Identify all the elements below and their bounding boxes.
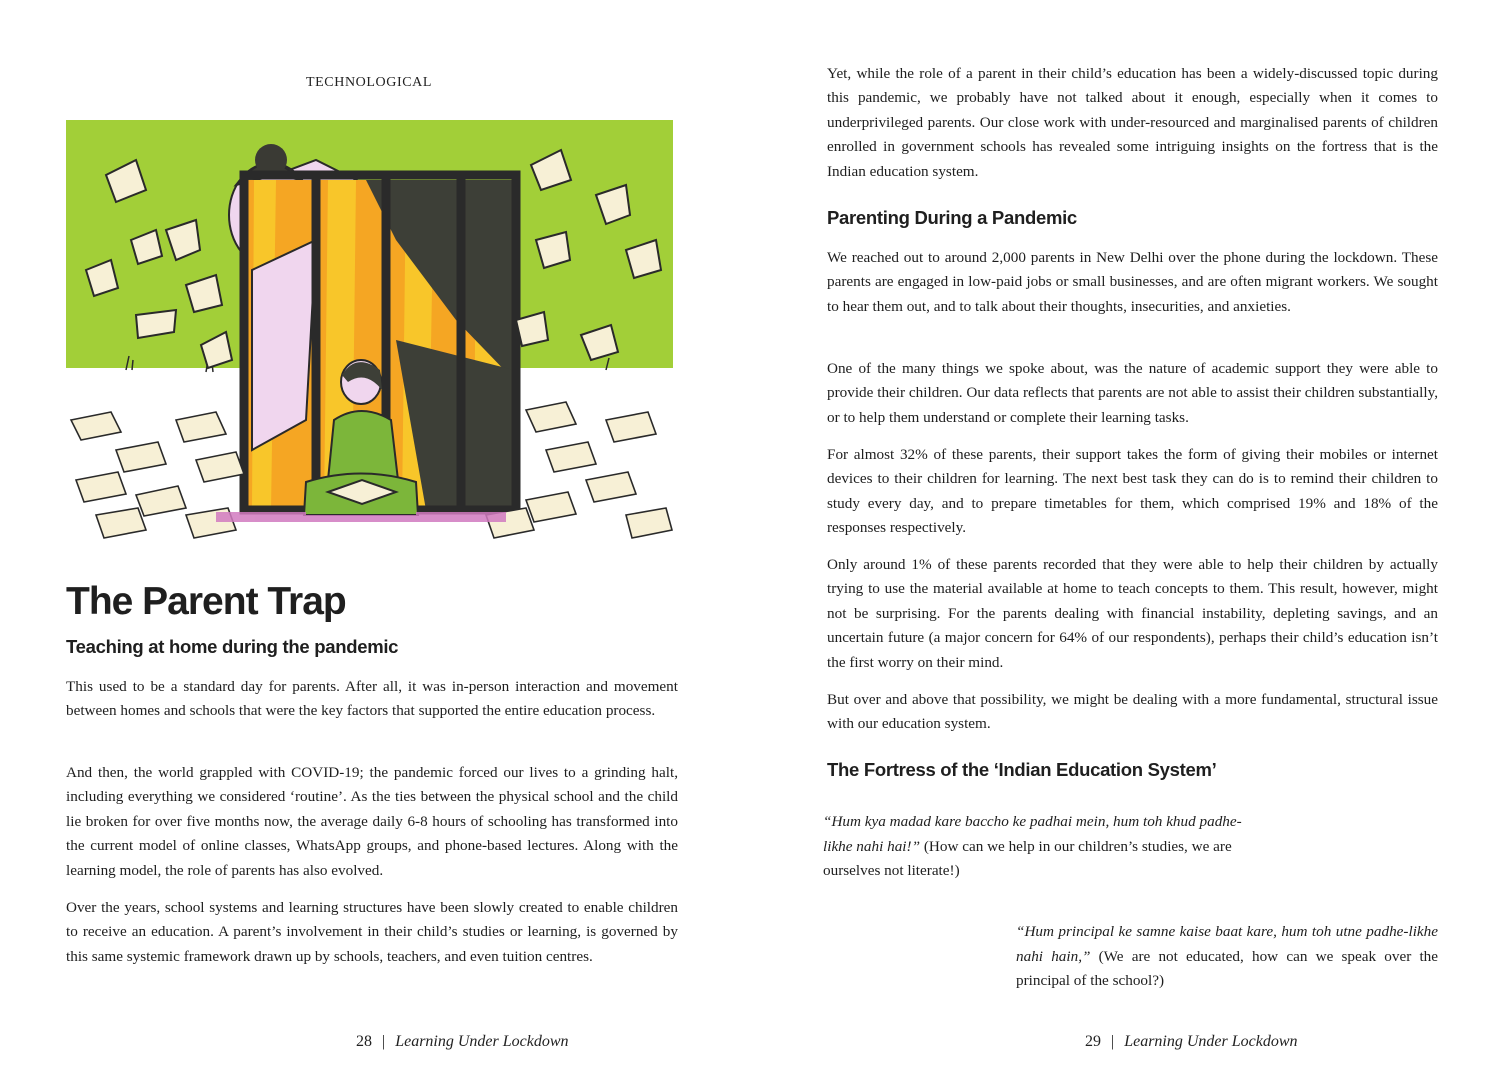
paragraph: Over the years, school systems and learning structures have been slowly created to enable children to receive an education. A parent’s involvement in their child’s studies or learning, is governed by this same systemic framework drawn up by schools, teachers, and even tuition centres. — [66, 899, 678, 965]
parent-child-cage-illustration — [66, 120, 673, 542]
page-number: 29 — [1085, 1033, 1101, 1050]
section-label: TECHNOLOGICAL — [306, 75, 433, 90]
footer-separator: | — [1111, 1033, 1115, 1050]
quote-hindi: “Hum kya madad kare baccho ke padhai mein, hum toh khud padhe-likhe nahi hai!” — [823, 813, 1242, 855]
quote-hindi: “Hum principal ke samne kaise baat kare, hum toh utne padhe-likhe nahi hain,” — [1016, 923, 1438, 965]
section-heading: The Fortress of the ‘Indian Education System’ — [827, 759, 1217, 780]
paragraph: One of the many things we spoke about, was the nature of academic support they were able to provide their children. Our data reflects that parents are not able to assist their children substantially, or to help them understand or complete their learning tasks. — [827, 360, 1438, 426]
quote-translation: (We are not educated, how can we speak over the principal of the school?) — [1016, 947, 1438, 990]
book-title: Learning Under Lockdown — [395, 1033, 569, 1050]
quote-block — [823, 810, 1248, 884]
article-subtitle: Teaching at home during the pandemic — [66, 636, 399, 657]
quote-block — [1016, 920, 1438, 994]
paragraph: But over and above that possibility, we might be dealing with a more fundamental, structural issue with our education system. — [827, 691, 1438, 733]
illustration-svg — [66, 120, 673, 542]
book-title: Learning Under Lockdown — [1124, 1033, 1298, 1050]
paragraph: We reached out to around 2,000 parents in New Delhi over the phone during the lockdown. These parents are engaged in low-paid jobs or small businesses, and are often migrant workers. We sought to hear them out, and to talk about their thoughts, insecurities, and anxieties. — [827, 249, 1438, 315]
section-heading: Parenting During a Pandemic — [827, 207, 1077, 228]
paragraph: For almost 32% of these parents, their support takes the form of giving their mobiles or internet devices to their children for learning. The next best task they can do is to remind their children to study every day, and to prepare timetables for them, which comprised 19% and 18% of the responses respectively. — [827, 446, 1438, 537]
footer-separator: | — [382, 1033, 386, 1050]
paragraph: And then, the world grappled with COVID-19; the pandemic forced our lives to a grinding halt, including everything we considered ‘routine’. As the ties between the physical school and the child lie broken for over five months now, the average daily 6-8 hours of schooling has transformed into the current model of online classes, WhatsApp groups, and phone-based lectures. Along with the learning model, the role of parents has also evolved. — [66, 764, 678, 879]
intro-paragraph: Yet, while the role of a parent in their child’s education has been a widely-discussed topic during this pandemic, we probably have not talked about it enough, especially when it comes to underprivileged parents. Our close work with under-resourced and marginalised parents of children enrolled in government schools has revealed some intriguing insights on the fortress that is the Indian education system. — [827, 65, 1438, 180]
paragraph: Only around 1% of these parents recorded that they were able to help their children by actually trying to use the material available at home to teach concepts to them. This result, however, might not be surprising. For the parents dealing with financial instability, depleting savings, and an uncertain future (a major concern for 64% of our respondents), perhaps their child’s education isn’t the first worry on their mind. — [827, 556, 1438, 671]
page-footer — [1085, 1033, 1298, 1051]
article-title: The Parent Trap — [66, 580, 346, 623]
page-number: 28 — [356, 1033, 372, 1050]
paragraph: This used to be a standard day for parents. After all, it was in-person interaction and movement between homes and schools that were the key factors that supported the entire education process. — [66, 678, 678, 720]
quote-translation: (How can we help in our children’s studies, we are ourselves not literate!) — [823, 837, 1232, 880]
page-footer — [356, 1033, 569, 1051]
